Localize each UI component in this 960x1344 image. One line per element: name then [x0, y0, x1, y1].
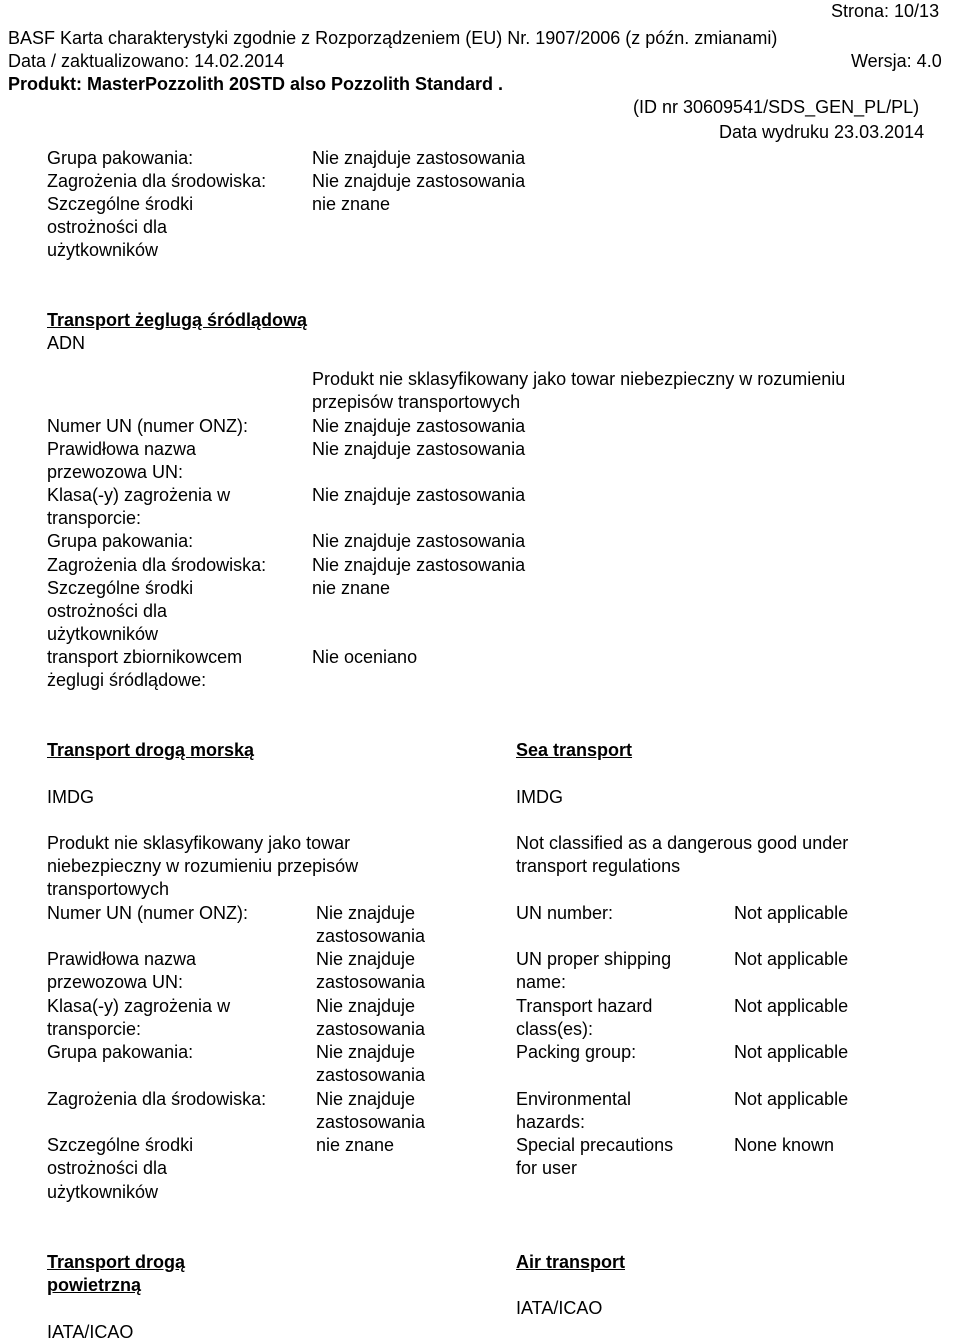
- sea-en-environment-label: hazards:: [516, 1112, 586, 1132]
- adn-special-value: nie znane: [312, 578, 391, 598]
- sea-en-special-value: None known: [734, 1135, 835, 1155]
- adn-environment-label: Zagrożenia dla środowiska:: [47, 555, 267, 575]
- special-precautions-label: Szczególne środki: [47, 194, 194, 214]
- sea-pl-environment-value: zastosowania: [316, 1112, 426, 1132]
- environment-label: Zagrożenia dla środowiska:: [47, 171, 267, 191]
- sea-en-special-label: for user: [516, 1158, 578, 1178]
- sea-pl-class-label: Klasa(-y) zagrożenia w: [47, 996, 231, 1016]
- adn-note: Produkt nie sklasyfikowany jako towar niebezpieczny w rozumieniu: [312, 369, 846, 389]
- adn-tanker-value: Nie oceniano: [312, 647, 418, 667]
- sea-en-note: transport regulations: [516, 856, 681, 876]
- adn-name-label: przewozowa UN:: [47, 462, 184, 482]
- air-pl-heading: Transport drogą: [47, 1252, 186, 1272]
- adn-environment-value: Nie znajduje zastosowania: [312, 555, 526, 575]
- adn-code: ADN: [47, 333, 86, 353]
- sea-pl-special-value: nie znane: [316, 1135, 395, 1155]
- adn-class-value: Nie znajduje zastosowania: [312, 485, 526, 505]
- adn-special-label: ostrożności dla: [47, 601, 168, 621]
- sea-pl-special-label: Szczególne środki: [47, 1135, 194, 1155]
- adn-packing-group-value: Nie znajduje zastosowania: [312, 531, 526, 551]
- update-date: Data / zaktualizowano: 14.02.2014: [8, 51, 285, 71]
- sea-pl-environment-value: Nie znajduje: [316, 1089, 416, 1109]
- adn-packing-group-label: Grupa pakowania:: [47, 531, 194, 551]
- sea-pl-name-value: zastosowania: [316, 972, 426, 992]
- sea-en-packing-group-label: Packing group:: [516, 1042, 637, 1062]
- sea-pl-un-label: Numer UN (numer ONZ):: [47, 903, 249, 923]
- sea-pl-class-value: Nie znajduje: [316, 996, 416, 1016]
- sea-en-name-label: UN proper shipping: [516, 949, 672, 969]
- sea-pl-note: Produkt nie sklasyfikowany jako towar: [47, 833, 351, 853]
- sea-pl-packing-group-label: Grupa pakowania:: [47, 1042, 194, 1062]
- sea-pl-name-value: Nie znajduje: [316, 949, 416, 969]
- adn-tanker-label: transport zbiornikowcem: [47, 647, 243, 667]
- sea-en-environment-label: Environmental: [516, 1089, 632, 1109]
- sea-pl-special-label: użytkowników: [47, 1182, 159, 1202]
- adn-special-label: użytkowników: [47, 624, 159, 644]
- adn-tanker-label: żeglugi śródlądowe:: [47, 670, 207, 690]
- sea-en-class-label: Transport hazard: [516, 996, 653, 1016]
- adn-class-label: Klasa(-y) zagrożenia w: [47, 485, 231, 505]
- sea-en-un-label: UN number:: [516, 903, 614, 923]
- product-name: Produkt: MasterPozzolith 20STD also Pozzolith Standard .: [8, 74, 504, 94]
- packing-group-value: Nie znajduje zastosowania: [312, 148, 526, 168]
- sea-pl-class-label: transporcie:: [47, 1019, 142, 1039]
- sea-en-packing-group-value: Not applicable: [734, 1042, 849, 1062]
- sea-pl-special-label: ostrożności dla: [47, 1158, 168, 1178]
- sea-en-class-label: class(es):: [516, 1019, 594, 1039]
- special-precautions-label: ostrożności dla: [47, 217, 168, 237]
- document-title: BASF Karta charakterystyki zgodnie z Rozporządzeniem (EU) Nr. 1907/2006 (z późn. zmianami): [8, 28, 778, 48]
- adn-un-value: Nie znajduje zastosowania: [312, 416, 526, 436]
- packing-group-label: Grupa pakowania:: [47, 148, 194, 168]
- adn-heading: Transport żeglugą śródlądową: [47, 310, 308, 330]
- sea-en-name-value: Not applicable: [734, 949, 849, 969]
- sea-en-special-label: Special precautions: [516, 1135, 674, 1155]
- adn-note: przepisów transportowych: [312, 392, 521, 412]
- sea-pl-heading: Transport drogą morską: [47, 740, 255, 760]
- sea-pl-environment-label: Zagrożenia dla środowiska:: [47, 1089, 267, 1109]
- air-pl-code: IATA/ICAO: [47, 1322, 134, 1342]
- sea-en-environment-value: Not applicable: [734, 1089, 849, 1109]
- page-number: Strona: 10/13: [831, 1, 940, 21]
- version: Wersja: 4.0: [851, 51, 942, 71]
- environment-value: Nie znajduje zastosowania: [312, 171, 526, 191]
- sea-pl-note: transportowych: [47, 879, 170, 899]
- adn-special-label: Szczególne środki: [47, 578, 194, 598]
- sea-en-name-label: name:: [516, 972, 567, 992]
- sea-pl-un-value: zastosowania: [316, 926, 426, 946]
- adn-name-label: Prawidłowa nazwa: [47, 439, 197, 459]
- special-precautions-value: nie znane: [312, 194, 391, 214]
- document-id: (ID nr 30609541/SDS_GEN_PL/PL): [633, 97, 920, 117]
- sea-pl-name-label: przewozowa UN:: [47, 972, 184, 992]
- sea-pl-name-label: Prawidłowa nazwa: [47, 949, 197, 969]
- special-precautions-label: użytkowników: [47, 240, 159, 260]
- sea-pl-packing-group-value: Nie znajduje: [316, 1042, 416, 1062]
- print-date: Data wydruku 23.03.2014: [719, 122, 925, 142]
- sea-en-code: IMDG: [516, 787, 563, 807]
- sea-pl-code: IMDG: [47, 787, 94, 807]
- sea-pl-un-value: Nie znajduje: [316, 903, 416, 923]
- sea-pl-note: niebezpieczny w rozumieniu przepisów: [47, 856, 359, 876]
- air-pl-heading: powietrzną: [47, 1275, 142, 1295]
- sea-pl-packing-group-value: zastosowania: [316, 1065, 426, 1085]
- adn-un-label: Numer UN (numer ONZ):: [47, 416, 249, 436]
- adn-class-label: transporcie:: [47, 508, 142, 528]
- air-en-heading: Air transport: [516, 1252, 626, 1272]
- sea-en-un-value: Not applicable: [734, 903, 849, 923]
- sea-pl-class-value: zastosowania: [316, 1019, 426, 1039]
- air-en-code: IATA/ICAO: [516, 1298, 603, 1318]
- sea-en-heading: Sea transport: [516, 740, 633, 760]
- sea-en-note: Not classified as a dangerous good under: [516, 833, 849, 853]
- adn-name-value: Nie znajduje zastosowania: [312, 439, 526, 459]
- sea-en-class-value: Not applicable: [734, 996, 849, 1016]
